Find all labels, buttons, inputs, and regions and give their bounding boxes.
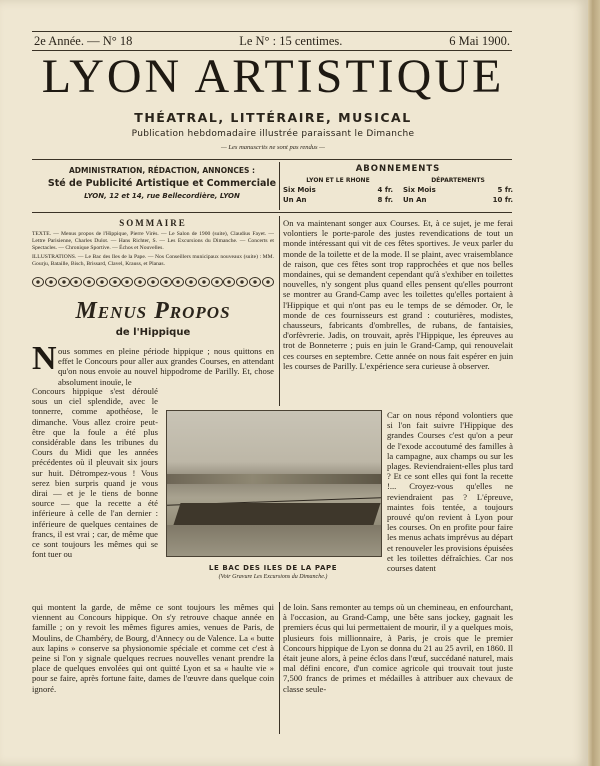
column-divider bbox=[279, 216, 280, 406]
masthead-title: LYON ARTISTIQUE bbox=[41, 50, 505, 103]
sommaire-texte: TEXTE. — Menus propos de l'Hippique, Pierre Virès. — Le Salon de 1900 (suite), Claudius Fayet. — Lettre Parisienne, Charles Dulot. — Hans Richter, S. — Les Excursions du Dimanche. — Concerts et Spectacles. — Chronique Sportive. — Échos et Nouvelles. bbox=[32, 231, 274, 251]
article-bottom-left: qui montent la garde, de même ce sont toujours les mêmes qui viennent au Concours hippique. On s'y retrouve chaque année en famille ; on y revoit les mêmes figures amies, venues de Paris, de Moulins, de Chambéry, de Bourg, d'Annecy ou de Valence. La « butte aux lapins » conserve sa physionomie spéciale et comme cet c'est à peine si l'on y signale quelques recrues nouvelles venant prendre la place de quelques envolées qui ont quitté Lyon et sa « haulte vie » pour se faire, après fortune faite, dames de l'œuvre dans quelque coin ignoré. bbox=[32, 602, 274, 694]
article-right-narrow: Car on nous répond volontiers que si l'on fait suivre l'Hippique des grandes Courses c'est qu'on a peur de l'exode accoutumé des familles à la campagne, aux champs ou sur les plages. Reviendraient-elles plus tard ? Et ce sont elles qui font la recette !... Croyez-vous qu'elles ne reviendraient pas ? L'épreuve, maintes fois tentée, a toujours prouvé qu'on revient à Lyon pour les courses. On en profite pour faire les menus achats imprévus au départ et renouveler les provisions épuisées et les toilettes défraîchies. Car nos courses datent bbox=[387, 410, 513, 574]
issue-number: 2e Année. — N° 18 bbox=[34, 34, 133, 48]
photo-credit: (Voir Gravure Les Excursions du Dimanche.) bbox=[218, 574, 328, 580]
article-subtitle: de l'Hippique bbox=[115, 327, 191, 338]
admin-address: LYON, 12 et 14, rue Bellecordière, LYON bbox=[84, 192, 240, 200]
admin-company: Sté de Publicité Artistique et Commerciale bbox=[47, 178, 277, 189]
issue-info-bar bbox=[34, 34, 510, 49]
top-rule bbox=[32, 31, 512, 32]
ferry-photograph bbox=[166, 410, 382, 557]
admin-divider bbox=[279, 162, 280, 210]
issue-price: Le N° : 15 centimes. bbox=[239, 34, 343, 48]
subscription-column-departements: DÉPARTEMENTS Six Mois 5 fr. Un An 10 fr. bbox=[403, 177, 513, 204]
section-rule bbox=[32, 212, 512, 213]
article-intro: ous sommes en pleine période hippique ; nous quittons en effet le Concours pour aller aux grandes Courses, en attendant qu'on nous envoie au nouvel hippodrome de Parilly. Et, chose absolument inouïe, le bbox=[58, 346, 274, 387]
article-right-top: On va maintenant songer aux Courses. Et, à ce sujet, je me ferai volontiers le porte-parole des justes revendications de tout un monde intéressant qui vit de ces fêtes sportives. Je veux parler du monde de la toilette et de la mode. Il se plaint, avec vraisemblance de raison, que ces fêtes sont trop rapprochées et que nos belles mondaines, qui se demandent cependant qu'à s'exhiber en toilettes nouvelles, n'y songent plus quand elles pensent qu'elles pourront se montrer au Grand-Camp avec les toilettes qu'elles portaient à l'Hippique et qui n'ont pas eu le temps de se démoder. Or, le monde de ces fournisseurs est grand : couturières, modistes, chausseurs, fabricants d'ombrelles, de rubans, de fantaisies, d'orfèvrerie. Jadis, on trouvait, après l'Hippique, les épreuves au trot de Bonneterre ; puis en juin le Grand-Camp, qui renouvelait ces courses en septembre. Cette année on nous fait espérer en juin les courses de Parilly. L'expérience sera curieuse à observer. bbox=[283, 218, 513, 371]
ornament-border bbox=[32, 277, 274, 287]
subscriptions-title: ABONNEMENTS bbox=[355, 164, 441, 174]
article-bottom-right: de loin. Sans remonter au temps où un chemineau, en enfourchant, à l'occasion, au Grand-Camp, une bête sans jockey, gagnait les premiers écus qui lui permettaient de mourir, il y a quelques mois, plusieurs fois millionnaire, à Paris, je crois que le premier Concours hippique de Lyon se donna du 21 au 25 avril, en 1860. Il était jeune alors, à peine éclos dans l'œuf, succédané naturel, mais mal défini encore, d'un comice agricole qui trouvait tout juste 7,500 francs de primes et médailles à attribuer aux chevaux de classe seule- bbox=[283, 602, 513, 694]
bottom-column-divider bbox=[279, 602, 280, 734]
admin-heading: ADMINISTRATION, RÉDACTION, ANNONCES : bbox=[69, 166, 255, 175]
subscriptions-block bbox=[283, 164, 513, 204]
masthead-subtitle: THÉATRAL, LITTÉRAIRE, MUSICAL bbox=[134, 110, 412, 125]
article-narrow-left: Concours hippique s'est déroulé sous un ciel splendide, avec le tonnerre, comme apothéose, le dimanche. Vous allez croire peut-être que la foule a été plus considérable dans les tribunes du Cours du Midi que les années précédentes où il pleuvait six jours sur huit. Détrompez-vous ! Vous serez bien surpris quand je vous dirai — et je le tiens de bonne source — que la recette a été inférieure à celle de l'an dernier : inférieure de quelques centaines de francs, il est vrai ; car, de même que ce sont toujours les mêmes qui se font tuer ou bbox=[32, 386, 158, 560]
issue-date: 6 Mai 1900. bbox=[449, 34, 510, 48]
sommaire-block bbox=[32, 218, 274, 268]
article-title: Menus Propos bbox=[75, 298, 231, 324]
administration-block bbox=[34, 166, 290, 200]
book-binding bbox=[588, 0, 600, 766]
sommaire-title: SOMMAIRE bbox=[119, 218, 187, 228]
masthead-tagline: Publication hebdomadaire illustrée paraissant le Dimanche bbox=[131, 129, 415, 139]
sommaire-illustrations: ILLUSTRATIONS. — Le Bac des Iles de la Pape. — Nos Conseillers municipaux nouveaux (suite) : MM. Gourju, Bataille, Bisch, Brissard, Clavel, Krauss, et Planas. bbox=[32, 254, 274, 268]
subscription-column-lyon: LYON ET LE RHONE Six Mois 4 fr. Un An 8 fr. bbox=[283, 177, 393, 204]
masthead-bottom-rule bbox=[32, 159, 512, 160]
manuscripts-note: — Les manuscrits ne sont pas rendus — bbox=[221, 144, 325, 151]
photo-caption: LE BAC DES ILES DE LA PAPE bbox=[208, 564, 338, 572]
drop-cap: N bbox=[32, 340, 57, 377]
